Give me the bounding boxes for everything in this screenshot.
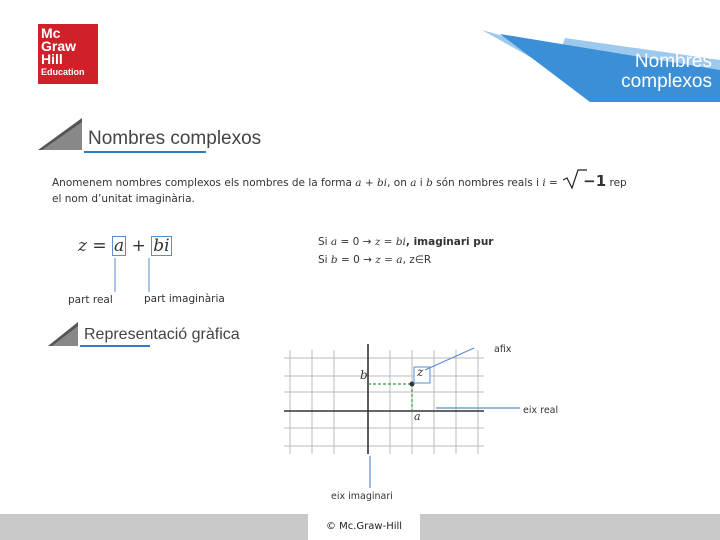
intro-form: a + bi: [355, 177, 388, 189]
case-real: [318, 251, 493, 269]
copyright: © Mc.Graw-Hill: [308, 514, 420, 540]
logo-line1: Mc: [41, 25, 61, 41]
special-cases: [318, 233, 493, 269]
logo-line2: Graw: [41, 38, 77, 54]
complex-formula: [78, 236, 172, 256]
logo-line3: Hill: [41, 51, 63, 67]
case1-pre: Si: [318, 236, 331, 248]
intro-line1: [52, 172, 627, 190]
case1-res: z = bi: [374, 236, 406, 248]
case2-end: , z∈R: [402, 254, 432, 266]
complex-plane-graph: [280, 340, 580, 520]
section2-title: Representació gràfica: [84, 326, 240, 343]
formula-plus: +: [131, 236, 146, 256]
case2-res: z = a: [375, 254, 403, 266]
section1-triangle-icon: [38, 118, 82, 150]
intro-var-a: a: [410, 177, 417, 189]
label-imaginary-axis: eix imaginari: [331, 491, 393, 502]
case1-mid: = 0 →: [337, 236, 375, 248]
section2-underline: [80, 345, 150, 347]
point-a-label: a: [414, 410, 421, 423]
section1-title: Nombres complexos: [88, 128, 262, 149]
sqrt-expression: [583, 172, 606, 190]
banner-title: Nombres complexos: [621, 51, 712, 92]
case2-pre: Si: [318, 254, 331, 266]
intro-text-c: i: [416, 177, 427, 189]
intro-var-i: i: [542, 177, 546, 189]
label-real-axis: eix real: [523, 405, 559, 416]
graph-grid: [284, 350, 484, 454]
formula-imag-part: bi: [153, 236, 170, 256]
section2-triangle-icon: [48, 322, 78, 346]
case-pure-imaginary: [318, 233, 493, 251]
point-z-label: z: [417, 365, 424, 379]
intro-var-b: b: [426, 177, 433, 189]
section1-underline: [84, 151, 206, 153]
case1-cond: a: [330, 236, 338, 248]
footer-bar: [0, 514, 720, 540]
formula-z: z: [78, 236, 87, 256]
logo-line4: Education: [41, 67, 85, 77]
sqrt-value: −1: [583, 172, 607, 190]
intro-text-a: Anomenem nombres complexos els nombres de la forma: [52, 177, 356, 189]
point-b-label: b: [360, 368, 368, 382]
mcgraw-hill-logo: [38, 24, 98, 84]
intro-text-f: rep: [606, 177, 627, 189]
intro-text-d: són nombres reals i: [432, 177, 543, 189]
intro-text-e: =: [545, 177, 562, 189]
case2-cond: b: [330, 254, 338, 266]
intro-text-b: , on: [387, 177, 411, 189]
sqrt-icon: [561, 168, 587, 190]
formula-real-part: a: [114, 236, 125, 256]
label-imag-part: part imaginària: [144, 293, 225, 305]
label-affix: afix: [494, 344, 512, 355]
label-real-part: part real: [68, 294, 113, 306]
formula-eq: =: [92, 236, 107, 256]
affix-pointer: [425, 348, 474, 370]
case1-bold: , imaginari pur: [405, 236, 494, 248]
case2-mid: = 0 →: [337, 254, 376, 266]
intro-line2: el nom d’unitat imaginària.: [52, 193, 195, 205]
